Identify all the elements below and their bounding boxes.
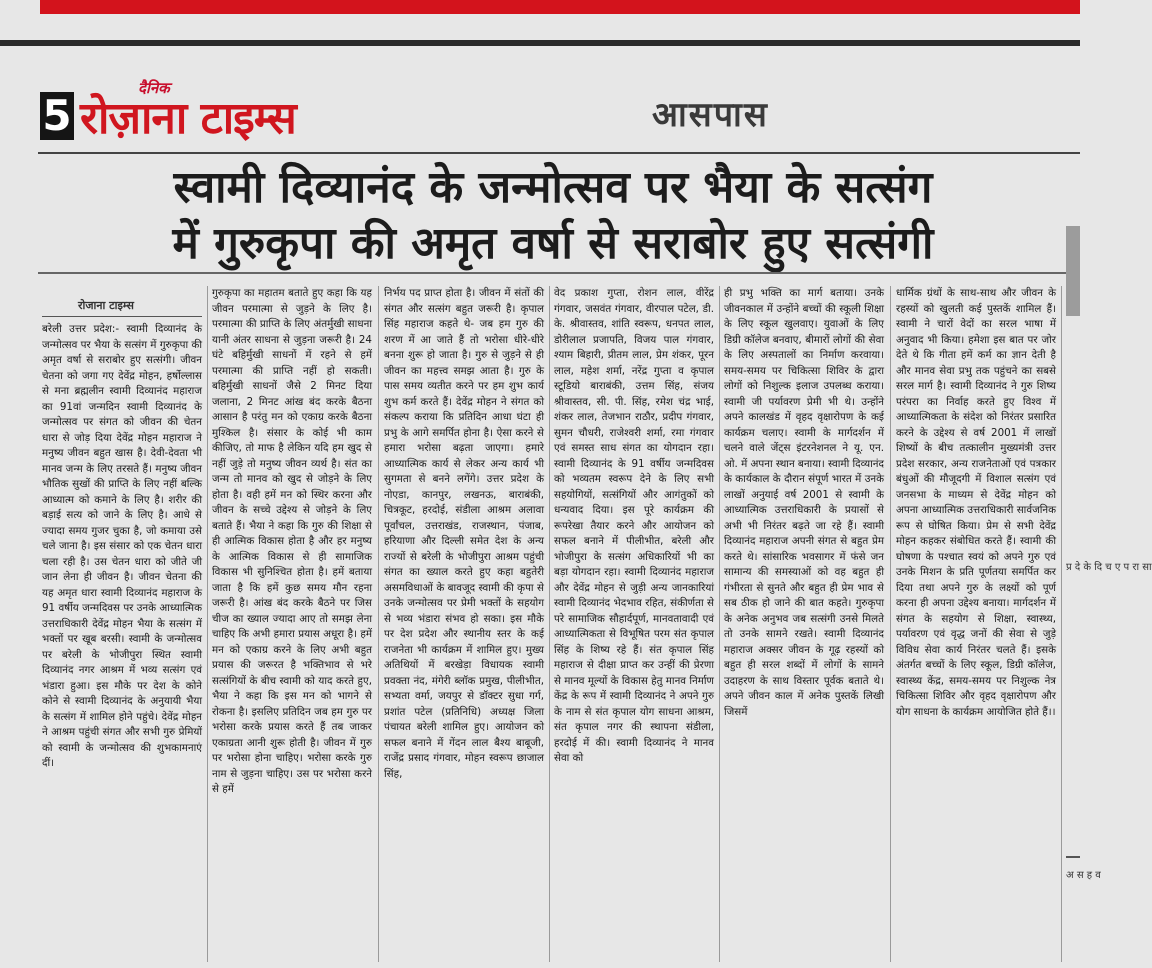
headline-rule: [38, 272, 1080, 274]
column-2-text: गुरुकृपा का महातम बताते हुए कहा कि यह जीवन परमात्मा से जुड़ने के लिए है। परमात्मा की प्राप्ति के लिए अंतर्मुखी साधना यानी अंतर साधना से जुड़ना जरूरी है। 24 घंटे बहिर्मुखी साधनों में रहने से हमें परमात्मा की प्राप्ति नहीं हो सकती। बहिर्मुखी साधनों जैसे 2 मिनट दिया जलाना, 2 मिनट आंख बंद करके बैठना आसान है परंतु मन को एकाग्र करके बैठना मुश्किल है। संसार के कोई भी काम कीजिए, तो माफ है लेकिन यदि हम खुद से नहीं जुड़े तो मनुष्य जीवन व्यर्थ है। संत का जन्म तो मानव को खुद से जोड़ने के लिए होता है। वही हमें मन को स्थिर करना और जीवन के सच्चे उद्देश्य से जोड़ने के लिए बताते हैं। भैया ने कहा कि गुरु की शिक्षा से ही आत्मिक विकास होता है और हर मनुष्य के आत्मिक विकास से ही सामाजिक विकास भी सुनिश्चित होता है। हमें बताया जाता है कि हमें कुछ समय मौन रहना जरूरी है। आंख बंद करके बैठने पर जिस चीज का ख्याल ज्यादा आए तो समझ लेना चाहिए कि अभी हमारा प्रयास अधूरा है। हमें मन को एकाग्र करने के लिए अभी बहुत प्रयास की जरूरत है भक्तिभाव से भरे सत्संगियों के बीच स्वामी को याद करते हुए, भैया ने कहा कि इस मन को भागने से रोकना है। इसलिए प्रतिदिन जब हम गुरु पर भरोसा करके प्रयास करते हैं तब जाकर एकाग्रता आनी शुरू होती है। जीवन में गुरु पर भरोसा होना चाहिए। भरोसा करके गुरु नाम से जुड़ना चाहिए। उस पर भरोसा करने से हमें: [212, 287, 372, 795]
column-divider: [378, 286, 379, 962]
newspaper-name: रोज़ाना टाइम्स: [80, 93, 296, 144]
column-1-text: बरेली उत्तर प्रदेश:- स्वामी दिव्यानंद के जन्मोत्सव पर भैया के सत्संग में गुरुकृपा की अमृत वर्षा से सराबोर हुए सत्संगी। जीवन चेतना को जगा गए देवेंद्र मोहन, हर्षोल्लास से मना ब्रह्मलीन स्वामी दिव्यानंद महाराज का 91वां जन्मदिन स्वामी दिव्यानंद के जन्मोत्सव पर संगत को जीवन की चेतन धारा से जोड़ दिया देवेंद्र मोहन महाराज ने मनुष्य जीवन बहुत खास है। देवी-देवता भी मानव जन्म के लिए तरसते हैं। मनुष्य जीवन भौतिक सुखों की प्राप्ति के लिए नहीं बल्कि आध्यात्म को कमाने के लिए है। शरीर की बड़ाई सत्य को जाने के लिए है। आधे से ज्यादा समय गुजर चुका है, जो कमाया उसे चले जाना है। इस संसार को एक चेतन धारा चला रही है। उस चेतन धारा को जीते जी जान लेना ही जीवन है। जीवन चेतना की यह अमृत धारा स्वामी दिव्यानंद महाराज के 91 वर्षीय जन्मदिवस पर उनके आध्यात्मिक उत्तराधिकारी देवेंद्र मोहन भैया के सत्संग में भक्तों पर खूब बरसी। स्वामी के जन्मोत्सव पर बरेली के भोजीपुरा स्थित स्वामी दिव्यानंद नगर आश्रम में भव्य सत्संग एवं भंडारा हुआ। इस मौके पर देश के कोने कोने से स्वामी दिव्यानंद के अनुयायी भैया के सत्संग में शामिल होने पहुंचे। देवेंद्र मोहन ने आश्रम पहुंची संगत और सभी गुरु प्रेमियों को स्वामी के जन्मोत्सव की शुभकामनाएं दीं।: [42, 323, 202, 769]
adjacent-rule: [1066, 856, 1080, 858]
article-column-4: [554, 286, 714, 962]
section-title: आसपास: [652, 95, 769, 135]
column-divider: [1061, 286, 1062, 962]
byline: रोजाना टाइम्स: [78, 299, 134, 312]
top-red-bar: [40, 0, 1080, 14]
headline-line-2: में गुरुकृपा की अमृत वर्षा से सराबोर हुए सत्संगी: [172, 218, 934, 269]
column-divider: [890, 286, 891, 962]
article-column-2: [212, 286, 372, 962]
headline-line-1: स्वामी दिव्यानंद के जन्मोत्सव पर भैया के सत्संग: [173, 162, 933, 213]
article-column-3: [384, 286, 544, 962]
newspaper-dainik: दैनिक: [138, 79, 170, 97]
article-headline: [38, 160, 1068, 272]
column-5-text: ही प्रभु भक्ति का मार्ग बताया। उनके जीवनकाल में उन्होंने बच्चों की स्कूली शिक्षा के लिए स्कूल खुलवाए। युवाओं के लिए डिग्री कॉलेज बनवाए, बीमारों लोगों की सेवा के लिए अस्पतालों का निर्माण करवाया। समय-समय पर चिकित्सा शिविर के द्वारा लोगों को निशुल्क इलाज उपलब्ध कराया। स्वामी जी पर्यावरण प्रेमी भी थे। उन्होंने अपने कालखंड में वृहद वृक्षारोपण के कई कार्यक्रम चलाए। स्वामी के मार्गदर्शन में चलने वाले जेंट्स इंटरनेशनल ने यू. एन. ओ. में अपना स्थान बनाया। स्वामी दिव्यानंद के कार्यकाल के दौरान संपूर्ण भारत में उनके लाखों अनुयाई वर्ष 2001 से स्वामी के आध्यात्मिक उत्तराधिकारी के प्रयासों से अभी भी निरंतर बढ़ते जा रहे हैं। स्वामी दिव्यानंद महाराज अपनी संगत से बहुत प्रेम करते थे। सांसारिक भवसागर में फंसे जन सामान्य की समस्याओं को वह बहुत ही गंभीरता से सुनते और बहुत ही प्रेम भाव से सब ठीक हो जाने की बात कहते। गुरुकृपा के अनेक अनुभव जब सत्संगी उनसे मिलते तो उनके सामने रखते। स्वामी दिव्यानंद महाराज अक्सर जीवन के गूढ़ रहस्यों को बहुत ही सरल शब्दों में लोगों के सामने उदाहरण के साथ विस्तार पूर्वक बताते थे। अपने जीवन काल में अनेक पुस्तकें लिखी जिसमें: [724, 287, 884, 718]
byline-rule: [42, 316, 202, 317]
article-column-5: [724, 286, 884, 962]
column-divider: [719, 286, 720, 962]
column-6-text: धार्मिक ग्रंथों के साथ-साथ और जीवन के रहस्यों को खुलती कई पुस्तकें शामिल हैं। स्वामी ने चारों वेदों का सरल भाषा में अनुवाद भी किया। हमेशा इस बात पर जोर देते थे कि गीता हमें कर्म का ज्ञान देती है और मानव सेवा प्रभु तक पहुंचने का सबसे सरल मार्ग है। स्वामी दिव्यानंद ने गुरु शिष्य परंपरा का निर्वाह करते हुए विश्व में आध्यात्मिकता के संदेश को निरंतर प्रसारित करने के उद्देश्य से वर्ष 2001 में लाखों शिष्यों के बीच तत्कालीन मुख्यमंत्री उत्तर प्रदेश सरकार, अन्य राजनेताओं एवं पत्रकार बंधुओं की मौजूदगी में विशाल सत्संग एवं जनसभा के माध्यम से देवेंद्र मोहन को अपना आध्यात्मिक उत्तराधिकारी सार्वजनिक रूप से घोषित किया। प्रेम से सभी देवेंद्र मोहन कहकर संबोधित करते हैं। स्वामी की घोषणा के पश्चात स्वयं को अपने गुरु एवं उनके मिशन के प्रति पूर्णतया समर्पित कर दिया तथा अपने गुरु के लक्ष्यों को पूर्ण करना ही अपना उद्देश्य बनाया। मार्गदर्शन में संगत के सहयोग से शिक्षा, स्वास्थ्य, पर्यावरण एवं वृद्ध जनों की सेवा से जुड़े विविध सेवा कार्य निरंतर चलते हैं। इसके अंतर्गत बच्चों के लिए स्कूल, डिग्री कॉलेज, स्वास्थ्य केंद्र, समय-समय पर निशुल्क नेत्र चिकित्सा शिविर और वृहद वृक्षारोपण और योग साधना के कार्यक्रम आयोजित होते हैं।।: [896, 287, 1056, 718]
page-number: 5: [40, 92, 74, 140]
adjacent-article-text-2: अ स ह व: [1066, 870, 1101, 881]
column-divider: [549, 286, 550, 962]
adjacent-article-text: प्र दे के दि च ए प रा सा: [1066, 562, 1152, 573]
article-column-6: [896, 286, 1056, 962]
column-3-text: निर्भय पद प्राप्त होता है। जीवन में संतों की संगत और सत्संग बहुत जरूरी है। कृपाल सिंह महाराज कहते थे- जब हम गुरु की शरण में आ जाते हैं तो भरोसा धीरे-धीरे बनना शुरू हो जाता है। गुरु से जुड़ने से ही जीवन का महत्त्व समझ आता है। गुरु के पास समय व्यतीत करने पर हम शुभ कार्य शुभ कर्म करते हैं। देवेंद्र मोहन ने संगत को संकल्प कराया कि प्रतिदिन आधा घंटा ही प्रभु के आगे समर्पित होना है। ऐसा करने से हमारा भरोसा बढ़ता जाएगा। हमारे आध्यात्मिक कार्य से लेकर अन्य कार्य भी सुगमता से बनने लगेंगे। उत्तर प्रदेश के नोएडा, कानपुर, लखनऊ, बाराबंकी, चित्रकूट, हरदोई, संडीला आश्रम अलावा पूर्वांचल, उत्तराखंड, राजस्थान, पंजाब, हरियाणा और दिल्ली समेत देश के अन्य राज्यों से बरेली के भोजीपुरा आश्रम पहुंची संगत का ख्याल करते हुए कहा बहुतेरी असमविधाओं के बावजूद स्वामी की कृपा से उनके जन्मोत्सव पर प्रेमी भक्तों के सहयोग से भव्य भंडारा संभव हो सका। इस मौके पर देश प्रदेश और स्थानीय स्तर के कई राजनेता भी कार्यक्रम में शामिल हुए। मुख्य अतिथियों में बरखेड़ा विधायक स्वामी प्रवक्ता नंद, मंगेरी ब्लॉक प्रमुख, पीलीभीत, सभ्यता वर्मा, जयपुर से डॉक्टर सुधा गर्ग, प्रशांत पटेल (प्रतिनिधि) अध्यक्ष जिला पंचायत बरेली शामिल हुए। आयोजन को सफल बनाने में गेंदन लाल बैश्य बाबूजी, राजेंद्र प्रसाद गंगवार, मोहन स्वरूप छाजाल सिंह,: [384, 287, 544, 780]
column-4-text: वेद प्रकाश गुप्ता, रोशन लाल, वीरेंद्र गंगवार, जसवंत गंगवार, वीरपाल पटेल, डी. के. श्रीवास्तव, शांति स्वरूप, धनपत लाल, डोरीलाल प्रजापति, विजय पाल गंगवार, श्याम बिहारी, प्रीतम लाल, प्रेम शंकर, पूरन लाल, महेश शर्मा, नरेंद्र गुप्ता व कृपाल स्टूडियो बाराबंकी, उत्तम सिंह, संजय श्रीवास्तव, सी. पी. सिंह, रमेश चंद्र भाई, शंकर लाल, तेजभान राठौर, प्रदीप गंगवार, सुमन चौधरी, राजेश्वरी शर्मा, रमा गंगवार एवं समस्त साध संगत का योगदान रहा। स्वामी दिव्यानंद के 91 वर्षीय जन्मदिवस को भव्यतम स्वरूप देने के लिए सभी सहयोगियों, सत्संगियों और आगंतुकों को धन्यवाद दिया। इस पूरे कार्यक्रम की रूपरेखा तैयार करने और आयोजन को सफल बनाने में पीलीभीत, बरेली और भोजीपुरा के सत्संग अधिकारियों भी का बड़ा योगदान रहा। स्वामी दिव्यानंद महाराज और देवेंद्र मोहन से जुड़ी अन्य जानकारियां स्वामी दिव्यानंद भेदभाव रहित, संकीर्णता से परे सामाजिक सौहार्दपूर्ण, मानवतावादी एवं आध्यात्मिकता से विभूषित परम संत कृपाल सिंह के शिष्य रहे हैं। संत कृपाल सिंह महाराज से दीक्षा प्राप्त कर उन्हीं की प्रेरणा से मानव मूल्यों के विकास हेतु मानव निर्माण केंद्र के रूप में स्वामी दिव्यानंद ने अपने गुरु के नाम से संत कृपाल योग साधना आश्रम, संत कृपाल नगर की स्थापना संडीला, हरदोई में की। स्वामी दिव्यानंद ने मानव सेवा को: [554, 287, 714, 764]
masthead-rule: [38, 152, 1080, 154]
top-divider: [0, 40, 1080, 46]
adjacent-photo: [1066, 226, 1080, 316]
column-divider: [207, 286, 208, 962]
article-column-1: [42, 322, 202, 950]
